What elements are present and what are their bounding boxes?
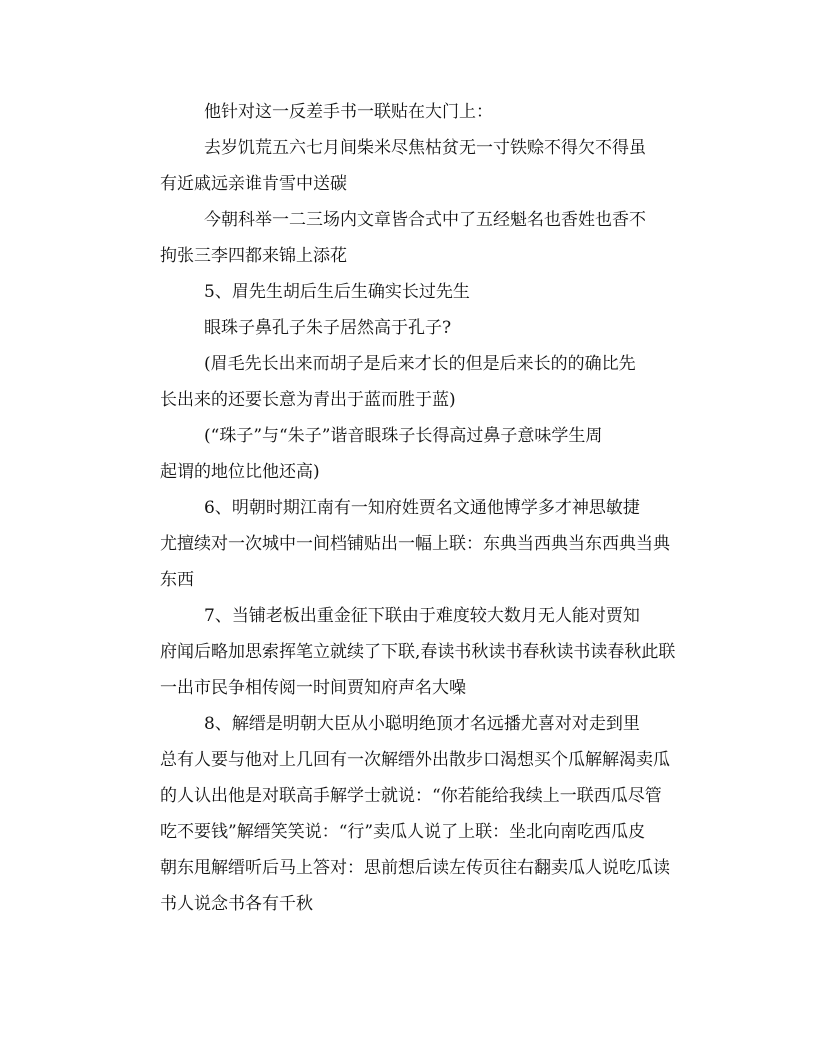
text-line: 去岁饥荒五六七月间柴米尽焦枯贫无一寸铁赊不得欠不得虽 (204, 138, 646, 158)
document-body (160, 94, 700, 922)
text-line: 眼珠子鼻孔子朱子居然高于孔子? (204, 318, 452, 338)
text-line: 东西 (160, 570, 194, 590)
text-line: 一出市民争相传阅一时间贾知府声名大噪 (160, 678, 466, 698)
text-line: 起谓的地位比他还高) (160, 462, 320, 482)
text-line: 有近戚远亲谁肯雪中送碳 (160, 174, 347, 194)
paragraph (160, 202, 700, 274)
text-line: 长出来的还要长意为青出于蓝而胜于蓝) (160, 390, 456, 410)
paragraph (160, 346, 700, 418)
text-line: 他针对这一反差手书一联贴在大门上： (204, 102, 493, 122)
text-line: 8、解缙是明朝大臣从小聪明绝顶才名远播尤喜对对走到里 (204, 714, 640, 734)
paragraph (160, 94, 700, 130)
text-line: 朝东甩解缙听后马上答对：思前想后读左传页往右翻卖瓜人说吃瓜读 (160, 858, 670, 878)
paragraph (160, 598, 700, 706)
paragraph (160, 130, 700, 202)
text-line: 7、当铺老板出重金征下联由于难度较大数月无人能对贾知 (204, 606, 640, 626)
text-line: 拘张三李四都来锦上添花 (160, 246, 347, 266)
text-line: 6、明朝时期江南有一知府姓贾名文通他博学多才神思敏捷 (204, 498, 640, 518)
text-line: (“珠子”与“朱子”谐音眼珠子长得高过鼻子意味学生周 (204, 426, 603, 446)
text-line: 今朝科举一二三场内文章皆合式中了五经魁名也香姓也香不 (204, 210, 646, 230)
paragraph (160, 490, 700, 598)
text-line: 尤擅续对一次城中一间档铺贴出一幅上联：东典当西典当东西典当典 (160, 534, 670, 554)
text-line: 的人认出他是对联高手解学士就说：“你若能给我续上一联西瓜尽管 (160, 786, 662, 806)
text-line: 5、眉先生胡后生后生确实长过先生 (204, 282, 470, 302)
text-line: 府闻后略加思索挥笔立就续了下联,春读书秋读书春秋读书读春秋此联 (160, 642, 676, 662)
text-line: 吃不要钱”解缙笑笑说：“行”卖瓜人说了上联：坐北向南吃西瓜皮 (160, 822, 646, 842)
paragraph (160, 274, 700, 310)
text-line: (眉毛先长出来而胡子是后来才长的但是后来长的的确比先 (204, 354, 636, 374)
text-line: 总有人要与他对上几回有一次解缙外出散步口渴想买个瓜解解渴卖瓜 (160, 750, 670, 770)
text-line: 书人说念书各有千秋 (160, 894, 313, 914)
paragraph (160, 310, 700, 346)
paragraph (160, 706, 700, 922)
paragraph (160, 418, 700, 490)
